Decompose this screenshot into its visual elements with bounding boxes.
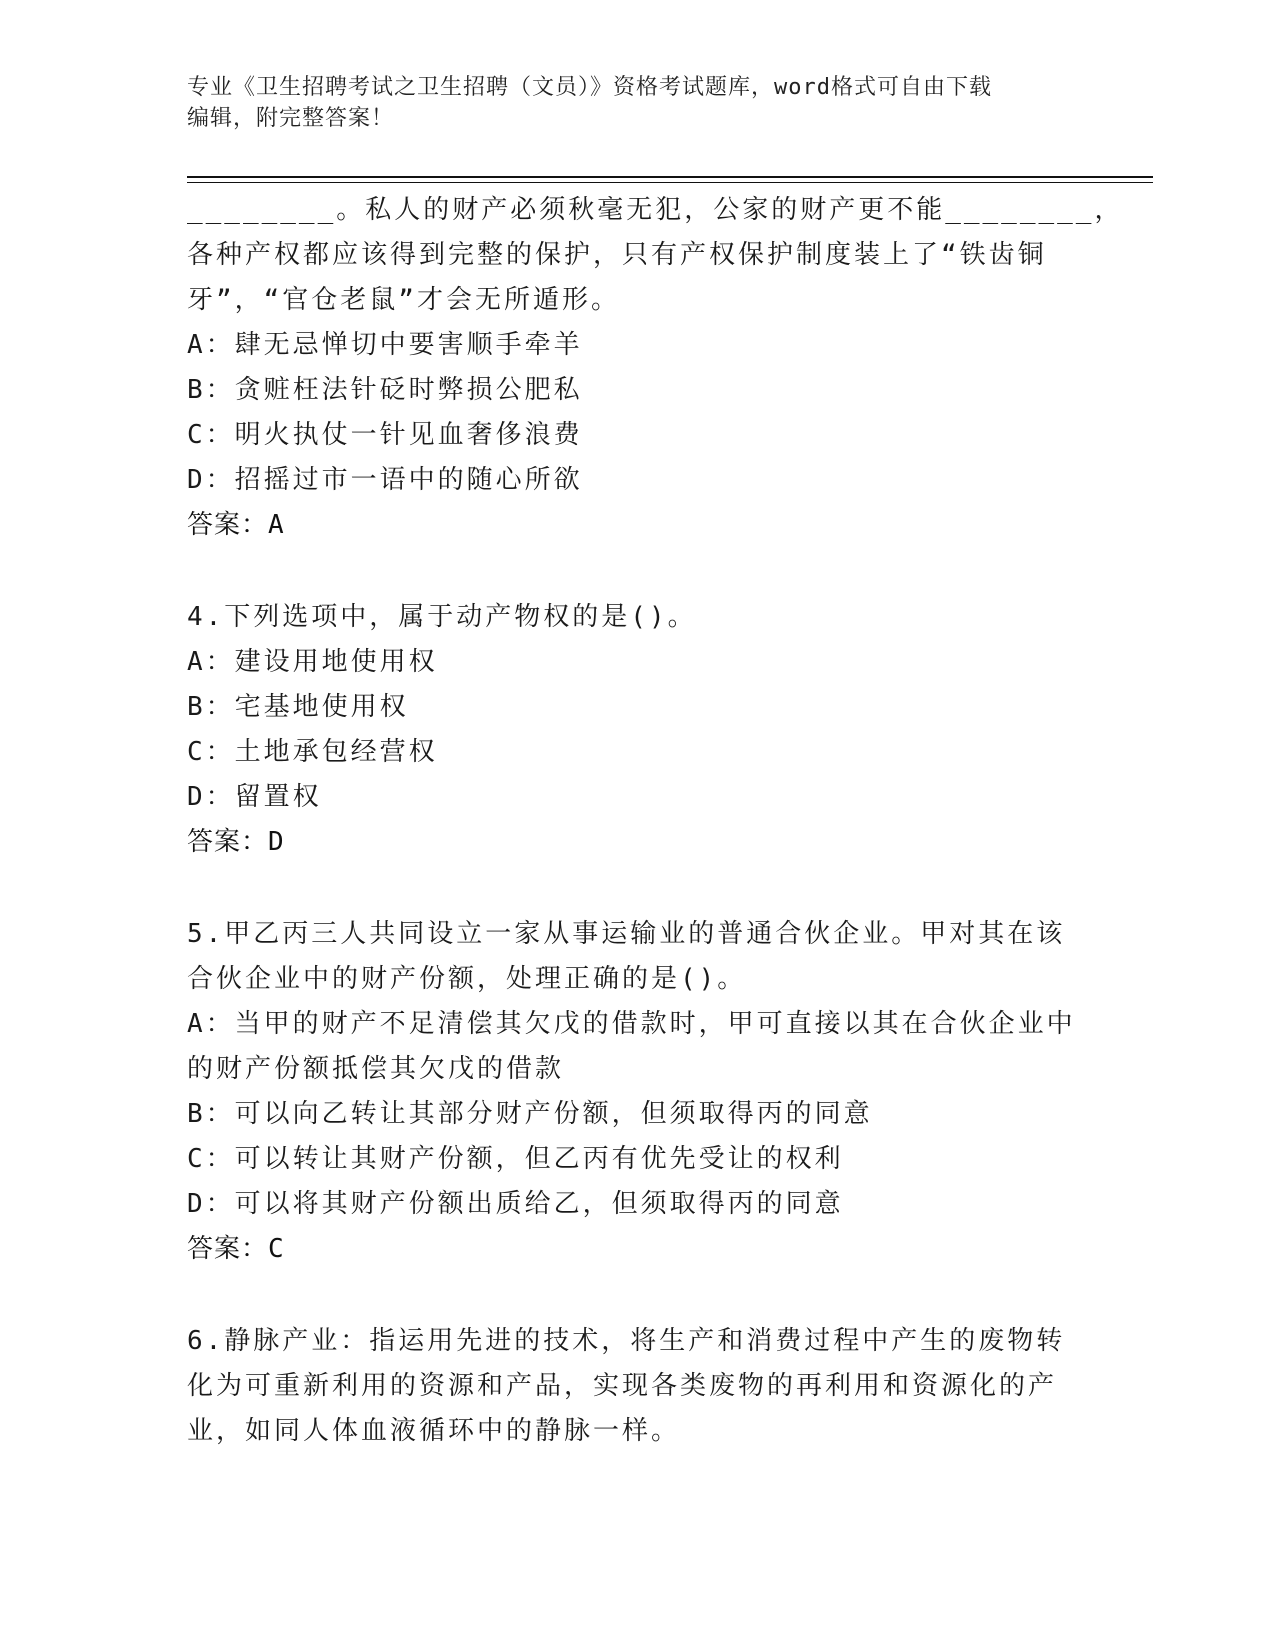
question-stem-line: 各种产权都应该得到完整的保护，只有产权保护制度装上了“铁齿铜: [187, 240, 1047, 270]
answer-line: [187, 503, 1087, 548]
question-6: [187, 1319, 1087, 1454]
question-stem-line: 化为可重新利用的资源和产品，实现各类废物的再利用和资源化的产: [187, 1371, 1058, 1401]
question-body: [187, 188, 1124, 1454]
answer-value: D: [268, 827, 285, 857]
question-stem-line: ________。私人的财产必须秋毫无犯，公家的财产更不能________，: [187, 195, 1124, 225]
question-4: [187, 595, 1087, 865]
option-a: A：肆无忌惮切中要害顺手牵羊: [187, 330, 583, 360]
answer-label: 答案：: [187, 1234, 269, 1264]
answer-label: 答案：: [187, 510, 269, 540]
option-b: B：可以向乙转让其部分财产份额，但须取得丙的同意: [187, 1099, 873, 1129]
option-a: A：当甲的财产不足清偿其欠戊的借款时，甲可直接以其在合伙企业中: [187, 1009, 1076, 1039]
question-stem-line: 5.甲乙丙三人共同设立一家从事运输业的普通合伙企业。甲对其在该: [187, 919, 1066, 949]
question-spacer: [187, 1272, 1087, 1319]
option-c: C：土地承包经营权: [187, 737, 438, 767]
answer-value: C: [268, 1234, 285, 1264]
question-stem-line: 6.静脉产业：指运用先进的技术，将生产和消费过程中产生的废物转: [187, 1326, 1066, 1356]
option-c: C：可以转让其财产份额，但乙丙有优先受让的权利: [187, 1144, 844, 1174]
question-5: [187, 912, 1087, 1272]
option-d: D：招摇过市一语中的随心所欲: [187, 465, 583, 495]
header-rule-thick: [187, 176, 1153, 178]
option-d: D：留置权: [187, 782, 322, 812]
option-d: D：可以将其财产份额出质给乙，但须取得丙的同意: [187, 1189, 844, 1219]
option-a: A：建设用地使用权: [187, 647, 438, 677]
question-stem-line: 业，如同人体血液循环中的静脉一样。: [187, 1416, 681, 1446]
answer-value: A: [268, 510, 285, 540]
question-stem-line: 4.下列选项中，属于动产物权的是()。: [187, 602, 697, 632]
option-c: C：明火执仗一针见血奢侈浪费: [187, 420, 583, 450]
option-b: B：贪赃枉法针砭时弊损公肥私: [187, 375, 583, 405]
option-b: B：宅基地使用权: [187, 692, 409, 722]
question-spacer: [187, 865, 1087, 912]
answer-label: 答案：: [187, 827, 269, 857]
header-line-2: 编辑，附完整答案！: [187, 106, 395, 131]
header-rule-thin: [187, 182, 1153, 183]
answer-line: [187, 820, 1087, 865]
option-a-continued: 的财产份额抵偿其欠戊的借款: [187, 1054, 565, 1084]
question-3: [187, 188, 1124, 548]
document-header: [187, 72, 1067, 134]
answer-line: [187, 1227, 1087, 1272]
question-stem-line: 牙”，“官仓老鼠”才会无所遁形。: [187, 285, 620, 315]
question-stem-line: 合伙企业中的财产份额，处理正确的是()。: [187, 964, 747, 994]
question-spacer: [187, 548, 1087, 595]
header-line-1: 专业《卫生招聘考试之卫生招聘（文员）》资格考试题库，word格式可自由下载: [187, 75, 992, 100]
